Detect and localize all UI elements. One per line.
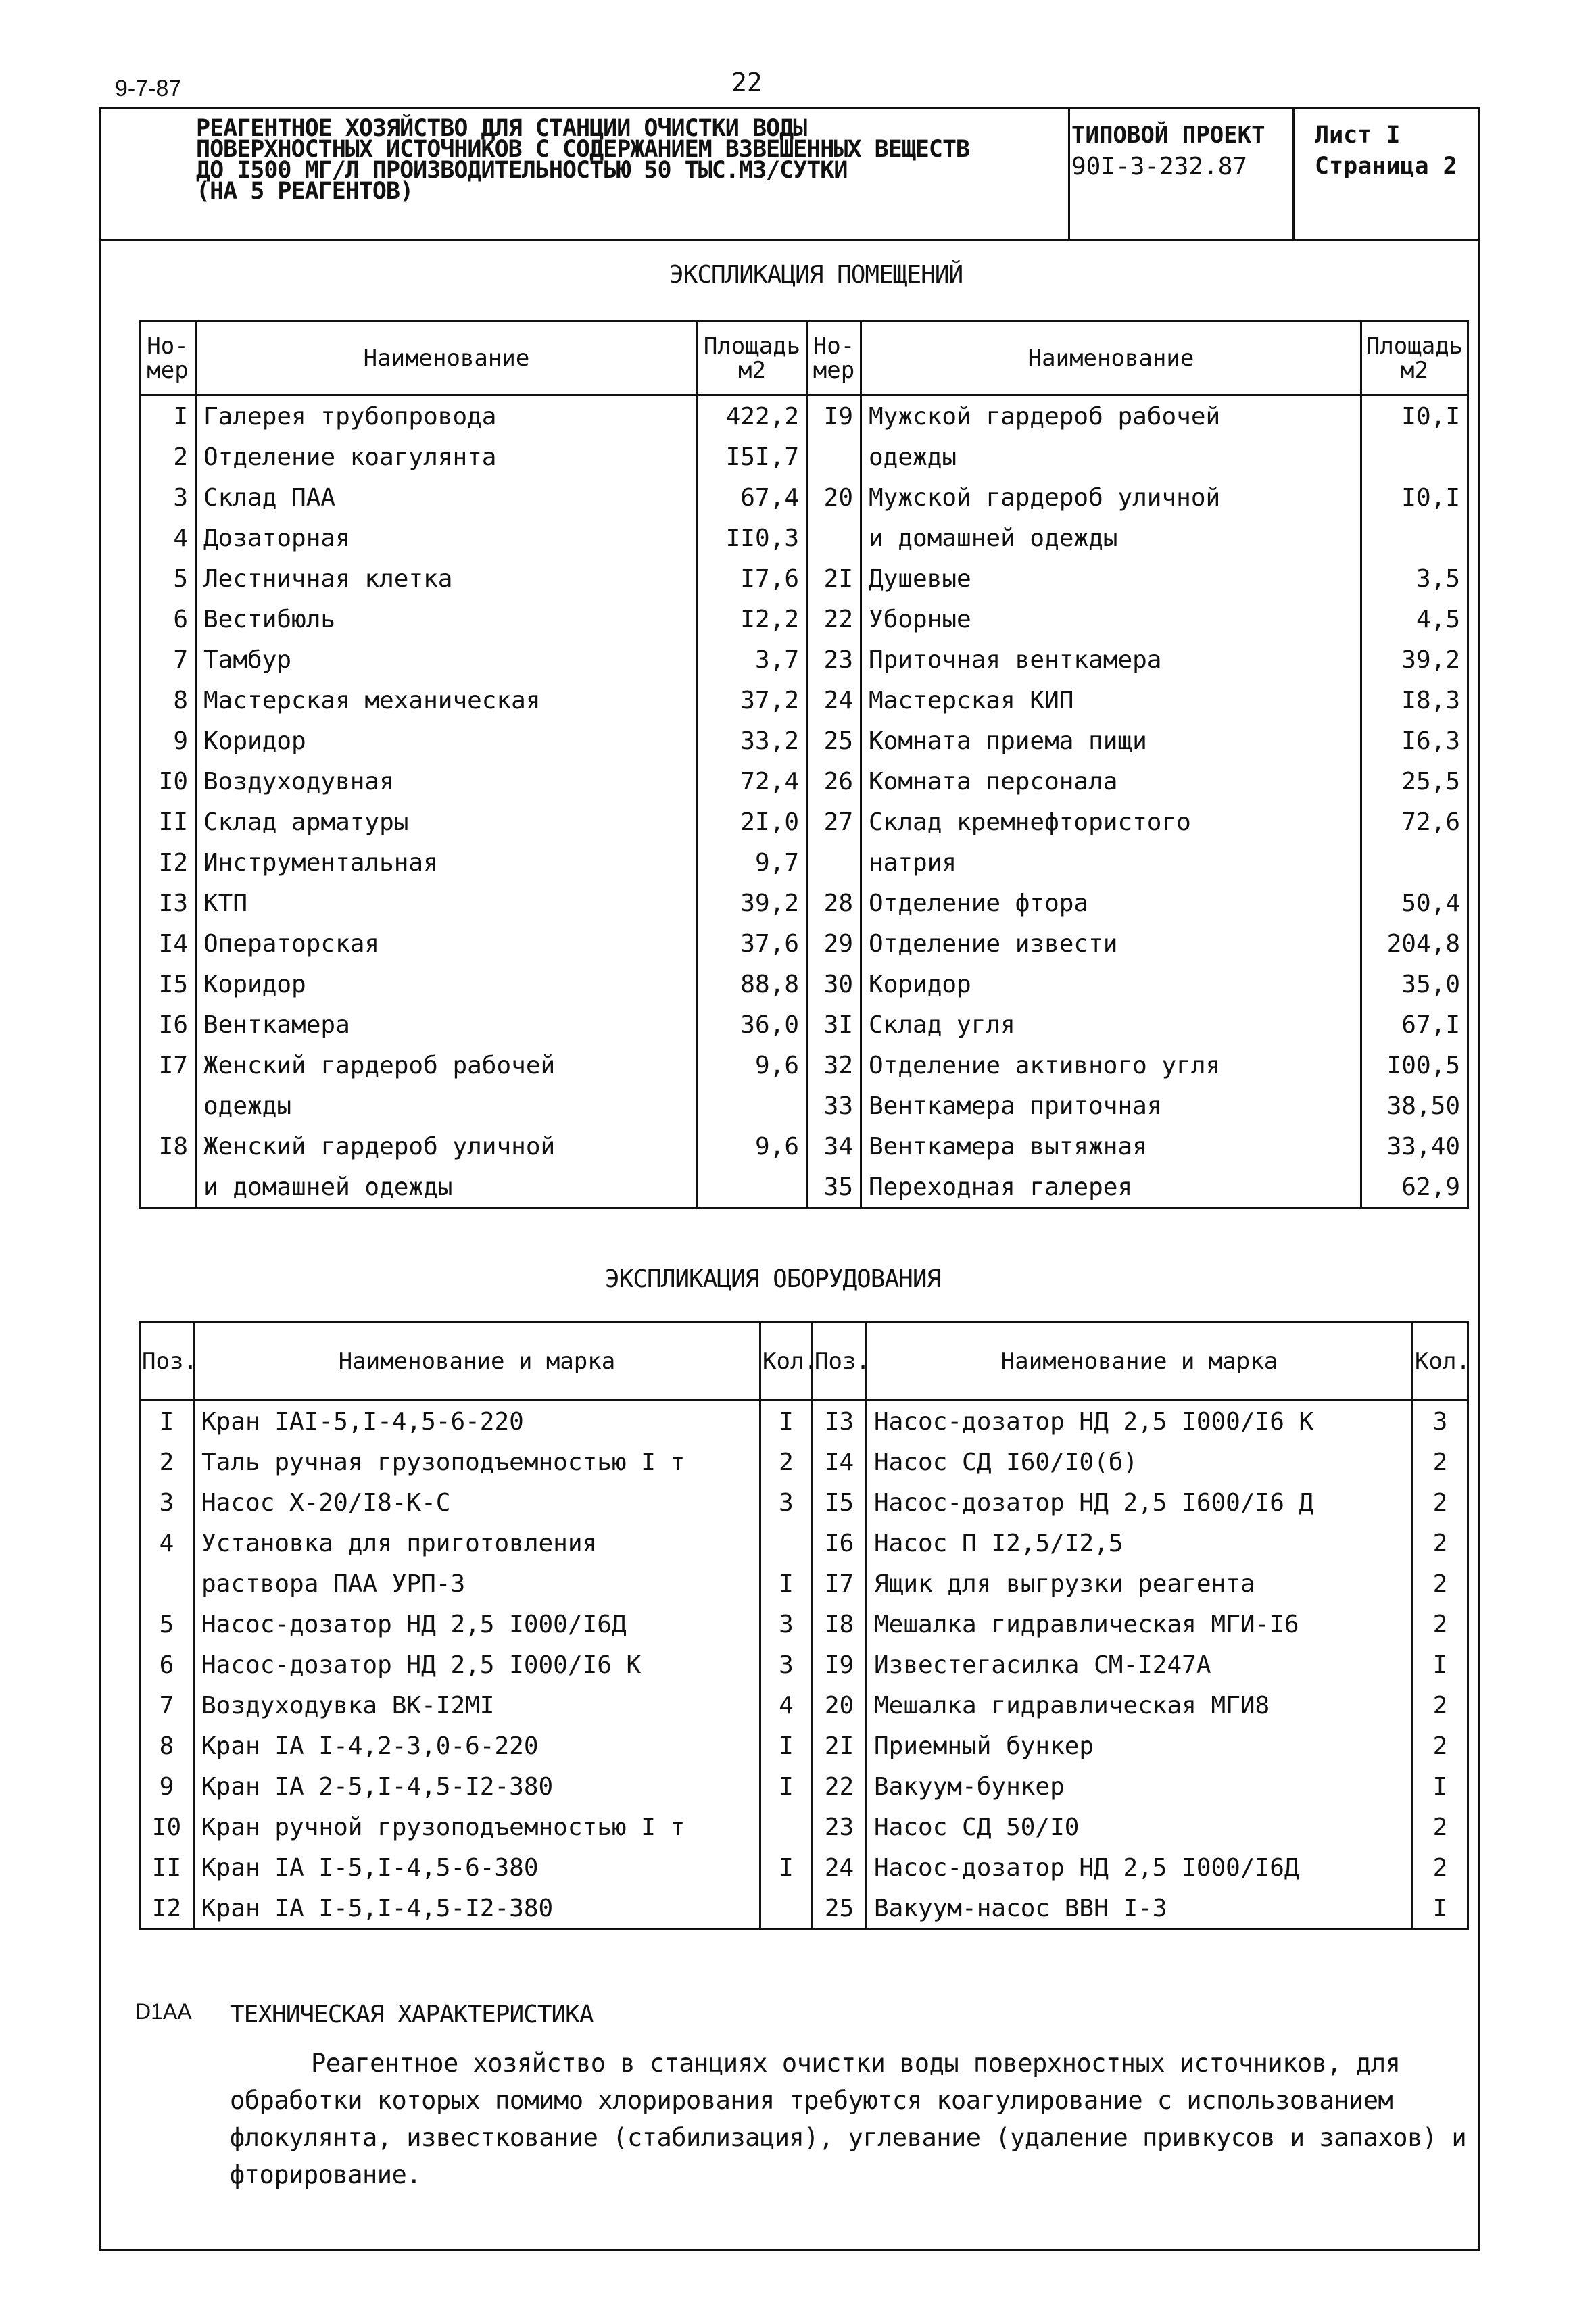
rooms-right-name-cell: Отделение фтора	[861, 883, 1361, 923]
rooms-left-name-cell: Воздуходувная	[196, 761, 698, 802]
rooms-right-area-cell: I0,I	[1361, 477, 1468, 518]
rooms-table-row	[140, 1004, 1468, 1045]
equipment-table-row	[140, 1644, 1468, 1685]
equipment-right-pos-cell: 24	[813, 1847, 867, 1888]
equipment-right-name-cell: Насос СД 50/I0	[867, 1807, 1413, 1847]
equipment-right-name-cell: Мешалка гидравлическая МГИ8	[867, 1685, 1413, 1726]
rooms-left-num-cell: 5	[140, 558, 196, 599]
rooms-left-area-cell: 37,6	[698, 923, 807, 964]
equipment-left-pos-cell: 5	[140, 1604, 194, 1644]
page-label: Страница 2	[1315, 153, 1457, 180]
equipment-right-pos-cell: 25	[813, 1888, 867, 1930]
rooms-right-area-cell	[1361, 437, 1468, 477]
rooms-left-name-cell: Мастерская механическая	[196, 680, 698, 721]
rooms-right-num-cell: 34	[807, 1126, 861, 1167]
equipment-left-qty-cell: I	[760, 1847, 813, 1888]
rooms-left-name-cell: Дозаторная	[196, 518, 698, 558]
rooms-right-num-cell: 33	[807, 1086, 861, 1126]
rooms-right-name-cell: Душевые	[861, 558, 1361, 599]
rooms-right-num-cell: 3I	[807, 1004, 861, 1045]
rooms-right-area-cell: 25,5	[1361, 761, 1468, 802]
rooms-left-num-cell	[140, 1086, 196, 1126]
rooms-left-name-cell: КТП	[196, 883, 698, 923]
rooms-right-area-cell: 38,50	[1361, 1086, 1468, 1126]
rooms-section-title: ЭКСПЛИКАЦИЯ ПОМЕЩЕНИЙ	[669, 261, 963, 289]
equipment-left-pos-cell: I2	[140, 1888, 194, 1930]
equipment-right-pos-cell: 22	[813, 1766, 867, 1807]
rooms-right-name-cell: Венткамера вытяжная	[861, 1126, 1361, 1167]
rooms-table-row	[140, 1126, 1468, 1167]
title-line-1: РЕАГЕНТНОЕ ХОЗЯЙСТВО ДЛЯ СТАНЦИИ ОЧИСТКИ ВОДЫ	[196, 115, 807, 142]
rooms-table-row	[140, 518, 1468, 558]
rooms-table-row	[140, 639, 1468, 680]
rooms-left-num-cell: 3	[140, 477, 196, 518]
rooms-left-num-cell: 4	[140, 518, 196, 558]
rooms-left-name-cell: Женский гардероб уличной	[196, 1126, 698, 1167]
rooms-right-area-cell: I8,3	[1361, 680, 1468, 721]
rooms-left-area-cell: 9,6	[698, 1126, 807, 1167]
rooms-right-num-cell	[807, 842, 861, 883]
equipment-right-name-cell: Мешалка гидравлическая МГИ-I6	[867, 1604, 1413, 1644]
rooms-right-num-cell: 23	[807, 639, 861, 680]
title-block-divider-2	[1292, 107, 1295, 241]
rooms-table-row	[140, 437, 1468, 477]
rooms-table-row	[140, 802, 1468, 842]
equipment-right-qty-cell: 3	[1413, 1400, 1468, 1442]
rooms-left-name-cell: одежды	[196, 1086, 698, 1126]
equipment-table-row	[140, 1888, 1468, 1930]
rooms-left-name-cell: Венткамера	[196, 1004, 698, 1045]
rooms-left-name-cell: Операторская	[196, 923, 698, 964]
equipment-table-row	[140, 1482, 1468, 1523]
equipment-table	[139, 1321, 1469, 1930]
rooms-right-name-cell: Венткамера приточная	[861, 1086, 1361, 1126]
rooms-right-name-cell: Мастерская КИП	[861, 680, 1361, 721]
equipment-left-name-cell: Установка для приготовления	[194, 1523, 760, 1563]
equipment-right-pos-cell: I8	[813, 1604, 867, 1644]
rooms-header-num-right: Но-мер	[807, 321, 861, 395]
equipment-left-pos-cell: 9	[140, 1766, 194, 1807]
rooms-left-num-cell: I	[140, 395, 196, 437]
equipment-left-name-cell: Таль ручная грузоподъемностью I т	[194, 1442, 760, 1482]
equipment-left-name-cell: Кран IA I-4,2-3,0-6-220	[194, 1726, 760, 1766]
equipment-table-row	[140, 1400, 1468, 1442]
rooms-right-area-cell: 35,0	[1361, 964, 1468, 1004]
equipment-right-name-cell: Насос П I2,5/I2,5	[867, 1523, 1413, 1563]
equipment-left-name-cell: Кран IA 2-5,I-4,5-I2-380	[194, 1766, 760, 1807]
rooms-left-area-cell: 37,2	[698, 680, 807, 721]
rooms-right-area-cell: I00,5	[1361, 1045, 1468, 1086]
rooms-left-num-cell: II	[140, 802, 196, 842]
equipment-header-qty-left: Кол.	[760, 1323, 813, 1400]
rooms-right-area-cell	[1361, 518, 1468, 558]
title-line-3: ДО I500 МГ/Л ПРОИЗВОДИТЕЛЬНОСТЬЮ 50 ТЫС.М3/СУТКИ	[196, 157, 848, 184]
rooms-left-area-cell: 9,6	[698, 1045, 807, 1086]
rooms-right-area-cell: 39,2	[1361, 639, 1468, 680]
page-number: 22	[731, 68, 763, 97]
rooms-right-num-cell: 26	[807, 761, 861, 802]
equipment-header-qty-right: Кол.	[1413, 1323, 1468, 1400]
equipment-right-pos-cell: I5	[813, 1482, 867, 1523]
equipment-right-qty-cell: I	[1413, 1888, 1468, 1930]
equipment-left-pos-cell: 6	[140, 1644, 194, 1685]
rooms-table-row	[140, 1086, 1468, 1126]
rooms-right-name-cell: Мужской гардероб рабочей	[861, 395, 1361, 437]
equipment-right-name-cell: Насос-дозатор НД 2,5 I000/I6Д	[867, 1847, 1413, 1888]
rooms-right-name-cell: Комната приема пищи	[861, 721, 1361, 761]
rooms-right-area-cell: 67,I	[1361, 1004, 1468, 1045]
equipment-section-title: ЭКСПЛИКАЦИЯ ОБОРУДОВАНИЯ	[605, 1265, 941, 1293]
rooms-right-name-cell: Приточная венткамера	[861, 639, 1361, 680]
equipment-left-qty-cell: I	[760, 1766, 813, 1807]
equipment-right-qty-cell: 2	[1413, 1847, 1468, 1888]
rooms-left-area-cell: I5I,7	[698, 437, 807, 477]
rooms-right-area-cell: 4,5	[1361, 599, 1468, 639]
equipment-left-name-cell: Кран IA I-5,I-4,5-I2-380	[194, 1888, 760, 1930]
rooms-left-area-cell: 3,7	[698, 639, 807, 680]
rooms-left-area-cell	[698, 1086, 807, 1126]
equipment-left-pos-cell: I	[140, 1400, 194, 1442]
rooms-left-num-cell: 8	[140, 680, 196, 721]
title-line-4: (НА 5 РЕАГЕНТОВ)	[196, 178, 414, 205]
rooms-left-num-cell: I6	[140, 1004, 196, 1045]
equipment-left-name-cell: Насос-дозатор НД 2,5 I000/I6Д	[194, 1604, 760, 1644]
equipment-left-pos-cell: I0	[140, 1807, 194, 1847]
rooms-right-area-cell: 62,9	[1361, 1167, 1468, 1209]
rooms-right-name-cell: Склад кремнефтористого	[861, 802, 1361, 842]
equipment-table-row	[140, 1807, 1468, 1847]
rooms-right-name-cell: Мужской гардероб уличной	[861, 477, 1361, 518]
rooms-right-num-cell: I9	[807, 395, 861, 437]
rooms-left-num-cell: I2	[140, 842, 196, 883]
equipment-left-pos-cell: 2	[140, 1442, 194, 1482]
equipment-right-qty-cell: 2	[1413, 1563, 1468, 1604]
rooms-left-num-cell: I3	[140, 883, 196, 923]
tech-section-title: ТЕХНИЧЕСКАЯ ХАРАКТЕРИСТИКА	[230, 2001, 594, 2028]
rooms-left-name-cell: Женский гардероб рабочей	[196, 1045, 698, 1086]
equipment-left-name-cell: Кран IAI-5,I-4,5-6-220	[194, 1400, 760, 1442]
rooms-table-row	[140, 680, 1468, 721]
equipment-right-qty-cell: I	[1413, 1644, 1468, 1685]
rooms-right-area-cell	[1361, 842, 1468, 883]
equipment-left-qty-cell	[760, 1523, 813, 1563]
rooms-left-num-cell	[140, 1167, 196, 1209]
rooms-table-row	[140, 842, 1468, 883]
equipment-right-qty-cell: I	[1413, 1766, 1468, 1807]
rooms-right-name-cell: Склад угля	[861, 1004, 1361, 1045]
rooms-left-name-cell: Коридор	[196, 721, 698, 761]
equipment-left-name-cell: Насос Х-20/I8-К-С	[194, 1482, 760, 1523]
rooms-left-name-cell: Тамбур	[196, 639, 698, 680]
equipment-right-name-cell: Приемный бункер	[867, 1726, 1413, 1766]
rooms-header-name-right: Наименование	[861, 321, 1361, 395]
rooms-left-name-cell: Вестибюль	[196, 599, 698, 639]
rooms-table-row	[140, 923, 1468, 964]
rooms-table-row	[140, 477, 1468, 518]
title-block-bottom-line	[99, 239, 1480, 241]
equipment-right-name-cell: Насос СД I60/I0(б)	[867, 1442, 1413, 1482]
rooms-left-name-cell: Склад арматуры	[196, 802, 698, 842]
equipment-left-name-cell: Кран ручной грузоподъемностью I т	[194, 1807, 760, 1847]
rooms-left-area-cell: 88,8	[698, 964, 807, 1004]
rooms-right-area-cell: I6,3	[1361, 721, 1468, 761]
rooms-right-name-cell: Переходная галерея	[861, 1167, 1361, 1209]
rooms-right-area-cell: 3,5	[1361, 558, 1468, 599]
rooms-table-row	[140, 1167, 1468, 1209]
tech-description: Реагентное хозяйство в станциях очистки воды поверхностных источников, для обработки которых помимо хлорирования требуются коагулирование с использованием флокулянта, известкование (стабилизация), углевание (удаление привкусов и запахов) и фторирование.	[230, 2049, 1467, 2189]
rooms-right-num-cell: 22	[807, 599, 861, 639]
sheet-label: Лист I	[1315, 122, 1401, 149]
equipment-table-row	[140, 1847, 1468, 1888]
equipment-table-row	[140, 1604, 1468, 1644]
equipment-table-row	[140, 1685, 1468, 1726]
rooms-right-num-cell: 30	[807, 964, 861, 1004]
equipment-right-name-cell: Вакуум-бункер	[867, 1766, 1413, 1807]
rooms-right-num-cell: 28	[807, 883, 861, 923]
rooms-table-row	[140, 599, 1468, 639]
rooms-right-num-cell: 29	[807, 923, 861, 964]
rooms-right-name-cell: и домашней одежды	[861, 518, 1361, 558]
rooms-left-area-cell: 67,4	[698, 477, 807, 518]
equipment-right-pos-cell: 20	[813, 1685, 867, 1726]
equipment-right-pos-cell: I6	[813, 1523, 867, 1563]
rooms-left-area-cell: 33,2	[698, 721, 807, 761]
rooms-left-name-cell: Отделение коагулянта	[196, 437, 698, 477]
equipment-left-name-cell: Насос-дозатор НД 2,5 I000/I6 К	[194, 1644, 760, 1685]
rooms-table-row	[140, 883, 1468, 923]
rooms-table-row	[140, 558, 1468, 599]
document-title	[196, 115, 1068, 205]
rooms-left-num-cell: 2	[140, 437, 196, 477]
equipment-header-pos-right: Поз.	[813, 1323, 867, 1400]
equipment-right-name-cell: Известегасилка СМ-I247А	[867, 1644, 1413, 1685]
equipment-right-qty-cell: 2	[1413, 1685, 1468, 1726]
rooms-right-name-cell: Отделение извести	[861, 923, 1361, 964]
rooms-left-area-cell: 2I,0	[698, 802, 807, 842]
equipment-left-pos-cell: 8	[140, 1726, 194, 1766]
equipment-table-row	[140, 1563, 1468, 1604]
equipment-right-qty-cell: 2	[1413, 1442, 1468, 1482]
rooms-right-name-cell: Комната персонала	[861, 761, 1361, 802]
rooms-right-num-cell: 27	[807, 802, 861, 842]
equipment-right-qty-cell: 2	[1413, 1604, 1468, 1644]
equipment-left-qty-cell	[760, 1807, 813, 1847]
equipment-left-pos-cell: 4	[140, 1523, 194, 1563]
rooms-left-name-cell: и домашней одежды	[196, 1167, 698, 1209]
rooms-header-area-left: Площадь м2	[698, 321, 807, 395]
rooms-left-num-cell: I4	[140, 923, 196, 964]
rooms-right-name-cell: Коридор	[861, 964, 1361, 1004]
rooms-left-num-cell: I8	[140, 1126, 196, 1167]
rooms-right-name-cell: Уборные	[861, 599, 1361, 639]
equipment-left-qty-cell: 2	[760, 1442, 813, 1482]
equipment-table-row	[140, 1523, 1468, 1563]
rooms-header-num-left: Но-мер	[140, 321, 196, 395]
rooms-right-area-cell: 204,8	[1361, 923, 1468, 964]
equipment-right-pos-cell: 23	[813, 1807, 867, 1847]
rooms-right-num-cell	[807, 437, 861, 477]
rooms-left-name-cell: Склад ПАА	[196, 477, 698, 518]
equipment-right-name-cell: Вакуум-насос ВВН I-3	[867, 1888, 1413, 1930]
rooms-right-num-cell: 25	[807, 721, 861, 761]
rooms-right-area-cell: 72,6	[1361, 802, 1468, 842]
project-label: ТИПОВОЙ ПРОЕКТ	[1071, 122, 1265, 149]
equipment-left-qty-cell: I	[760, 1726, 813, 1766]
rooms-right-num-cell: 2I	[807, 558, 861, 599]
equipment-right-qty-cell: 2	[1413, 1726, 1468, 1766]
equipment-right-name-cell: Насос-дозатор НД 2,5 I000/I6 К	[867, 1400, 1413, 1442]
rooms-left-area-cell	[698, 1167, 807, 1209]
rooms-right-name-cell: Отделение активного угля	[861, 1045, 1361, 1086]
rooms-right-area-cell: 33,40	[1361, 1126, 1468, 1167]
equipment-right-qty-cell: 2	[1413, 1807, 1468, 1847]
rooms-left-num-cell: 6	[140, 599, 196, 639]
rooms-left-num-cell: 7	[140, 639, 196, 680]
equipment-right-qty-cell: 2	[1413, 1482, 1468, 1523]
rooms-left-area-cell: 9,7	[698, 842, 807, 883]
title-block-divider-1	[1068, 107, 1070, 241]
equipment-left-pos-cell: 7	[140, 1685, 194, 1726]
equipment-left-qty-cell: 4	[760, 1685, 813, 1726]
rooms-right-num-cell: 35	[807, 1167, 861, 1209]
rooms-left-num-cell: I5	[140, 964, 196, 1004]
rooms-table	[139, 320, 1469, 1209]
equipment-left-pos-cell	[140, 1563, 194, 1604]
equipment-left-qty-cell: 3	[760, 1604, 813, 1644]
rooms-table-row	[140, 721, 1468, 761]
rooms-left-name-cell: Коридор	[196, 964, 698, 1004]
equipment-left-name-cell: раствора ПАА УРП-3	[194, 1563, 760, 1604]
equipment-right-pos-cell: I9	[813, 1644, 867, 1685]
equipment-right-name-cell: Ящик для выгрузки реагента	[867, 1563, 1413, 1604]
rooms-right-num-cell: 24	[807, 680, 861, 721]
equipment-left-qty-cell: 3	[760, 1482, 813, 1523]
equipment-right-pos-cell: I7	[813, 1563, 867, 1604]
rooms-left-area-cell: II0,3	[698, 518, 807, 558]
rooms-right-num-cell: 20	[807, 477, 861, 518]
rooms-left-name-cell: Инструментальная	[196, 842, 698, 883]
rooms-right-area-cell: I0,I	[1361, 395, 1468, 437]
equipment-left-qty-cell: 3	[760, 1644, 813, 1685]
rooms-left-name-cell: Галерея трубопровода	[196, 395, 698, 437]
rooms-table-row	[140, 761, 1468, 802]
equipment-header-name-left: Наименование и марка	[194, 1323, 760, 1400]
rooms-header-area-right: Площадь м2	[1361, 321, 1468, 395]
equipment-table-row	[140, 1726, 1468, 1766]
rooms-table-row	[140, 395, 1468, 437]
title-line-2: ПОВЕРХНОСТНЫХ ИСТОЧНИКОВ С СОДЕРЖАНИЕМ ВЗВЕШЕННЫХ ВЕЩЕСТВ	[196, 136, 970, 163]
rooms-left-num-cell: 9	[140, 721, 196, 761]
equipment-left-qty-cell: I	[760, 1400, 813, 1442]
equipment-table-row	[140, 1442, 1468, 1482]
equipment-right-pos-cell: 2I	[813, 1726, 867, 1766]
equipment-left-name-cell: Воздуходувка ВК-I2МI	[194, 1685, 760, 1726]
rooms-left-area-cell: 36,0	[698, 1004, 807, 1045]
equipment-right-qty-cell: 2	[1413, 1523, 1468, 1563]
rooms-right-name-cell: одежды	[861, 437, 1361, 477]
equipment-table-row	[140, 1766, 1468, 1807]
rooms-left-area-cell: I7,6	[698, 558, 807, 599]
rooms-left-area-cell: 422,2	[698, 395, 807, 437]
equipment-right-name-cell: Насос-дозатор НД 2,5 I600/I6 Д	[867, 1482, 1413, 1523]
rooms-table-row	[140, 964, 1468, 1004]
equipment-header-pos-left: Поз.	[140, 1323, 194, 1400]
tech-marker: D1AA	[135, 1999, 192, 2024]
rooms-left-name-cell: Лестничная клетка	[196, 558, 698, 599]
project-code: 90I-3-232.87	[1071, 153, 1248, 180]
equipment-left-qty-cell: I	[760, 1563, 813, 1604]
equipment-left-pos-cell: 3	[140, 1482, 194, 1523]
equipment-left-pos-cell: II	[140, 1847, 194, 1888]
rooms-table-row	[140, 1045, 1468, 1086]
equipment-header-name-right: Наименование и марка	[867, 1323, 1413, 1400]
rooms-header-name-left: Наименование	[196, 321, 698, 395]
rooms-left-num-cell: I0	[140, 761, 196, 802]
equipment-left-name-cell: Кран IA I-5,I-4,5-6-380	[194, 1847, 760, 1888]
rooms-right-area-cell: 50,4	[1361, 883, 1468, 923]
rooms-left-num-cell: I7	[140, 1045, 196, 1086]
rooms-left-area-cell: 72,4	[698, 761, 807, 802]
equipment-right-pos-cell: I4	[813, 1442, 867, 1482]
rooms-right-num-cell	[807, 518, 861, 558]
rooms-left-area-cell: I2,2	[698, 599, 807, 639]
equipment-left-qty-cell	[760, 1888, 813, 1930]
doc-code: 9-7-87	[115, 76, 182, 101]
rooms-left-area-cell: 39,2	[698, 883, 807, 923]
equipment-right-pos-cell: I3	[813, 1400, 867, 1442]
rooms-right-name-cell: натрия	[861, 842, 1361, 883]
rooms-right-num-cell: 32	[807, 1045, 861, 1086]
